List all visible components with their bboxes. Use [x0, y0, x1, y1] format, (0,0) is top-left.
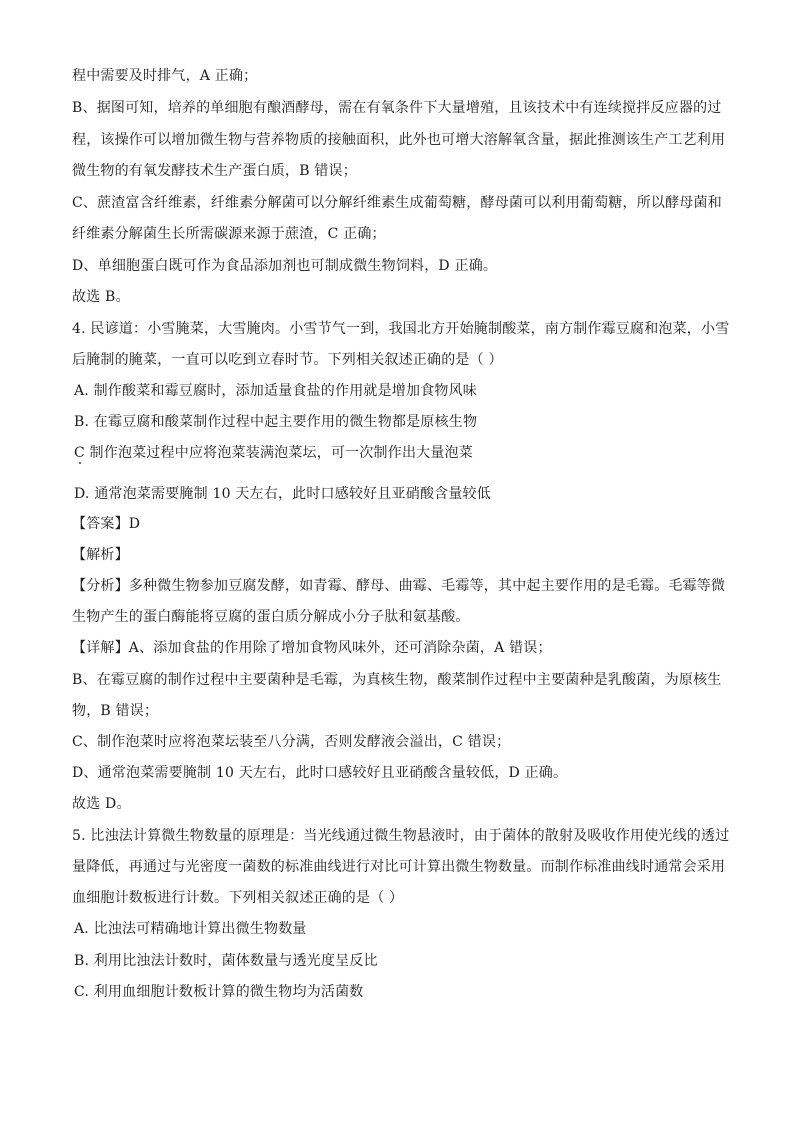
q3-c-explanation-line2: 纤维素分解菌生长所需碳源来源于蔗渣，C 正确；: [72, 226, 386, 242]
q4-option-a: A. 制作酸菜和霉豆腐时，添加适量食盐的作用就是增加食物风味: [74, 383, 478, 399]
q4-stem-line2: 后腌制的腌菜，一直可以吃到立春时节。下列相关叙述正确的是（ ）: [72, 352, 503, 368]
q4-analysis-title: 【解析】: [72, 547, 129, 563]
q4-stem-line1: 4. 民谚道：小雪腌菜，大雪腌肉。小雪节气一到，我国北方开始腌制酸菜，南方制作霉豆腐和泡菜，小雪: [72, 321, 730, 337]
q3-tail-line: 程中需要及时排气，A 正确；: [72, 68, 258, 84]
stray-dot-mark: [79, 462, 81, 464]
q4-option-b: B. 在霉豆腐和酸菜制作过程中起主要作用的微生物都是原核生物: [74, 414, 478, 430]
q4-fenxi-line1: 【分析】多种微生物参加豆腐发酵，如青霉、酵母、曲霉、毛霉等，其中起主要作用的是毛霉。毛霉等微: [72, 578, 726, 594]
q5-stem-line1: 5. 比浊法计算微生物数量的原理是：当光线通过微生物悬液时，由于菌体的散射及吸收作用使光线的透过: [72, 828, 730, 844]
q4-xiangjie-a: 【详解】A、添加食盐的作用除了增加食物风味外，还可消除杂菌，A 错误；: [72, 640, 552, 656]
q5-option-a: A. 比浊法可精确地计算出微生物数量: [74, 921, 307, 937]
q4-conclusion: 故选 D。: [72, 796, 131, 812]
q4-fenxi-line2: 生物产生的蛋白酶能将豆腐的蛋白质分解成小分子肽和氨基酸。: [72, 609, 470, 625]
q5-option-b: B. 利用比浊法计数时，菌体数量与透光度呈反比: [74, 953, 378, 969]
q3-b-explanation-line3: 微生物的有氧发酵技术生产蛋白质，B 错误；: [72, 163, 357, 179]
q5-stem-line2: 量降低，再通过与光密度一菌数的标准曲线进行对比可计算出微生物数量。而制作标准曲线时通常会采用: [72, 859, 726, 875]
q4-explanation-b-line2: 物，B 错误；: [72, 703, 159, 719]
q5-stem-line3: 血细胞计数板进行计数。下列相关叙述正确的是（ ）: [72, 890, 404, 906]
q3-b-explanation-line2: 程，该操作可以增加微生物与营养物质的接触面积，此外也可增大溶解氧含量，据此推测该生产工艺利用: [72, 132, 726, 148]
q4-option-d: D. 通常泡菜需要腌制 10 天左右，此时口感较好且亚硝酸含量较低: [74, 486, 491, 502]
q4-option-c: C 制作泡菜过程中应将泡菜装满泡菜坛，可一次制作出大量泡菜: [74, 445, 473, 461]
q3-c-explanation-line1: C、蔗渣富含纤维素，纤维素分解菌可以分解纤维素生成葡萄糖，酵母菌可以利用葡萄糖，所以酵母菌和: [72, 195, 722, 211]
q3-b-explanation-line1: B、据图可知，培养的单细胞有酿酒酵母，需在有氧条件下大量增殖，且该技术中有连续搅拌反应器的过: [72, 100, 722, 116]
q4-answer: 【答案】D: [72, 516, 141, 532]
q4-explanation-b-line1: B、在霉豆腐的制作过程中主要菌种是毛霉，为真核生物，酸菜制作过程中主要菌种是乳酸菌，为原核生: [72, 672, 722, 688]
q4-explanation-c: C、制作泡菜时应将泡菜坛装至八分满，否则发酵液会溢出，C 错误；: [72, 734, 511, 750]
q3-conclusion: 故选 B。: [72, 289, 130, 305]
q5-option-c: C. 利用血细胞计数板计算的微生物均为活菌数: [74, 984, 364, 1000]
q4-explanation-d: D、通常泡菜需要腌制 10 天左右，此时口感较好且亚硝酸含量较低，D 正确。: [72, 765, 568, 781]
q3-d-explanation: D、单细胞蛋白既可作为食品添加剂也可制成微生物饲料，D 正确。: [72, 258, 498, 274]
